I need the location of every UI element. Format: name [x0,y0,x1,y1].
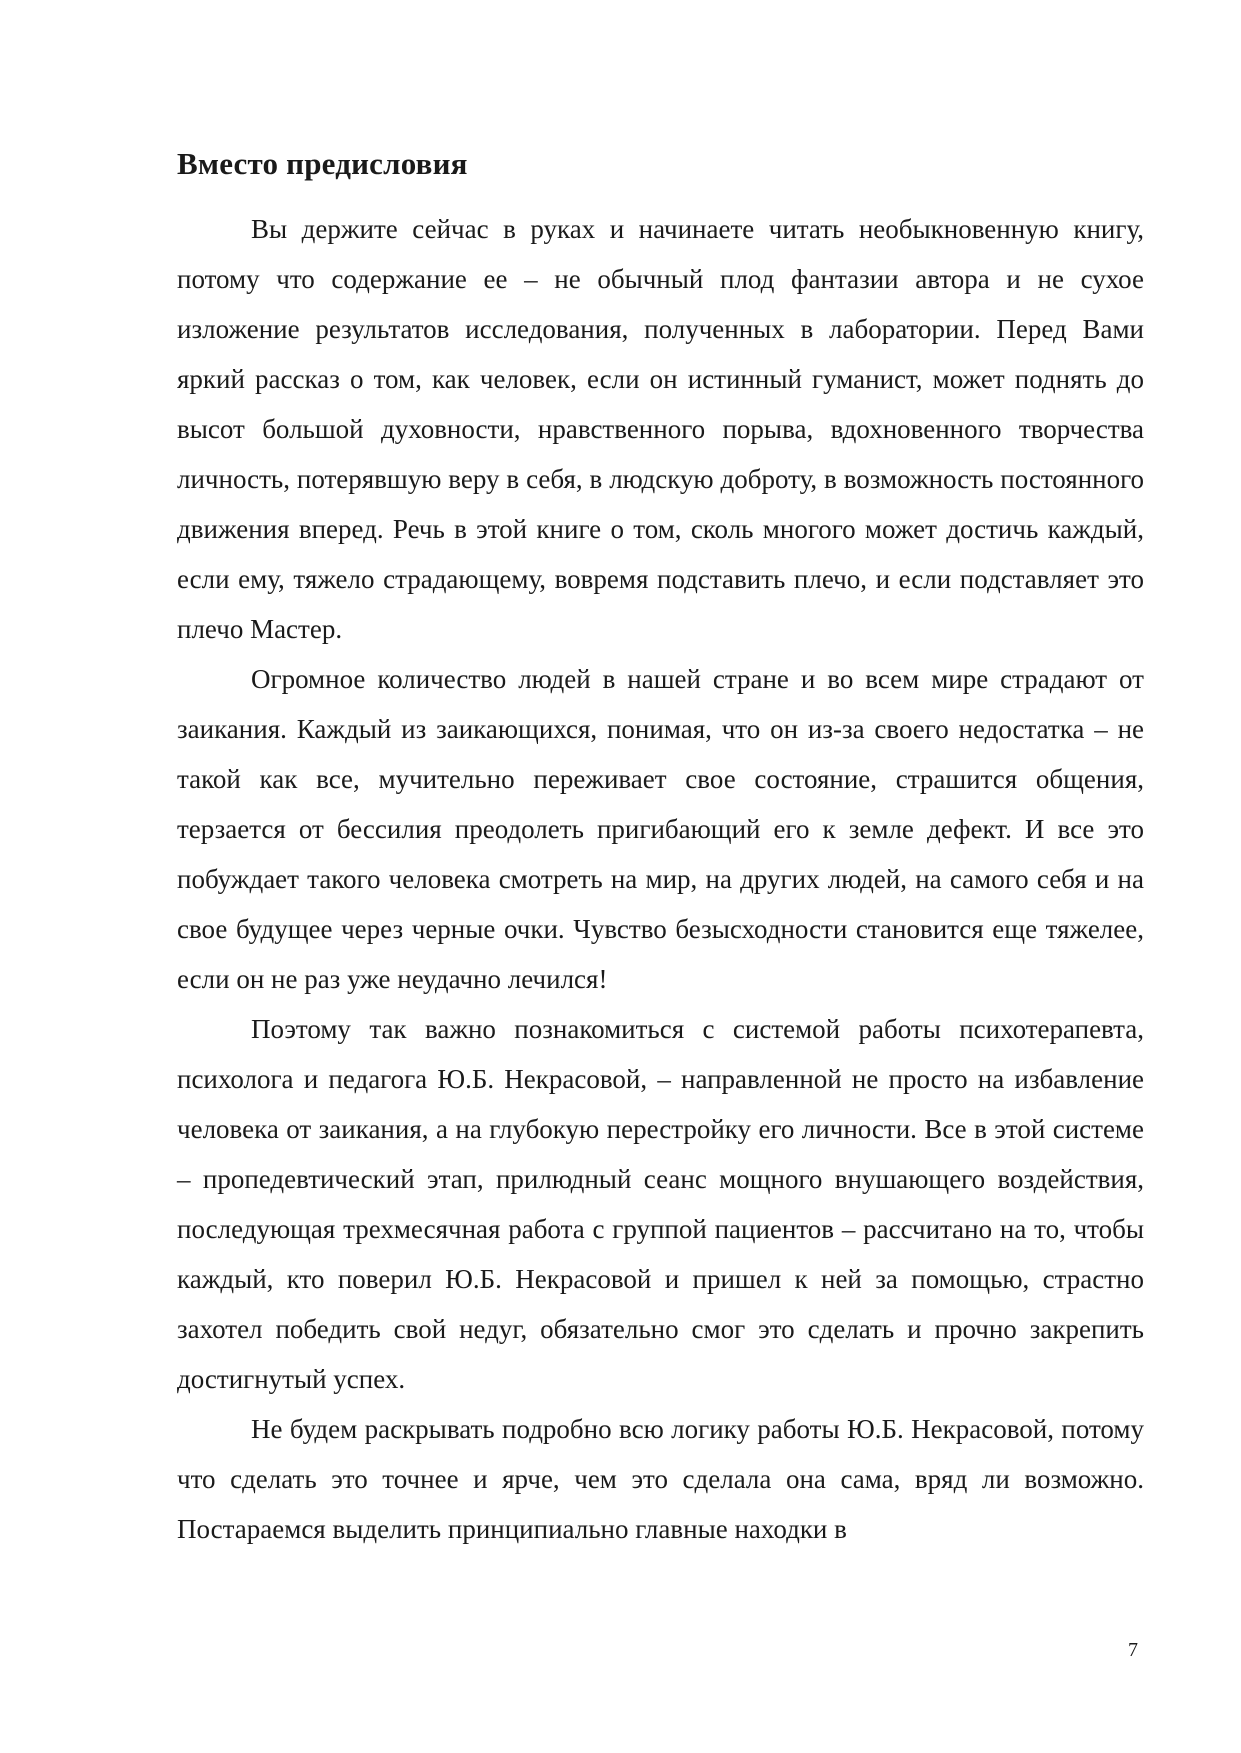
section-heading: Вместо предисловия [177,146,468,181]
body-text [177,204,1144,1554]
paragraph-4: Не будем раскрывать подробно всю логику работы Ю.Б. Некрасовой, потому что сделать это точнее и ярче, чем это сделала она сама, вряд ли возможно. Постараемся выделить принципиально главные находки в [177,1414,1144,1544]
paragraph-1: Вы держите сейчас в руках и начинаете читать необыкновенную книгу, потому что содержание ее – не обычный плод фантазии автора и не сухое изложение результатов исследования, полученных в лаборатории. Перед Вами яркий рассказ о том, как человек, если он истинный гуманист, может поднять до высот большой духовности, нравственного порыва, вдохновенного творчества личность, потерявшую веру в себя, в людскую доброту, в возможность постоянного движения вперед. Речь в этой книге о том, сколь многого может достичь каждый, если ему, тяжело страдающему, вовремя подставить плечо, и если подставляет это плечо Мастер. [177,214,1144,644]
paragraph-3: Поэтому так важно познакомиться с системой работы психотерапевта, психолога и педагога Ю.Б. Некрасовой, – направленной не просто на избавление человека от заикания, а на глубокую перестройку его личности. Все в этой системе – пропедевтический этап, прилюдный сеанс мощного внушающего воздействия, последующая трехмесячная работа с группой пациентов – рассчитано на то, чтобы каждый, кто поверил Ю.Б. Некрасовой и пришел к ней за помощью, страстно захотел победить свой недуг, обязательно смог это сделать и прочно закрепить достигнутый успех. [177,1014,1144,1394]
paragraph-2: Огромное количество людей в нашей стране и во всем мире страдают от заикания. Каждый из заикающихся, понимая, что он из-за своего недостатка – не такой как все, мучительно переживает свое состояние, страшится общения, терзается от бессилия преодолеть пригибающий его к земле дефект. И все это побуждает такого человека смотреть на мир, на других людей, на самого себя и на свое будущее через черные очки. Чувство безысходности становится еще тяжелее, если он не раз уже неудачно лечился! [177,664,1144,994]
page-number: 7 [1128,1639,1138,1661]
